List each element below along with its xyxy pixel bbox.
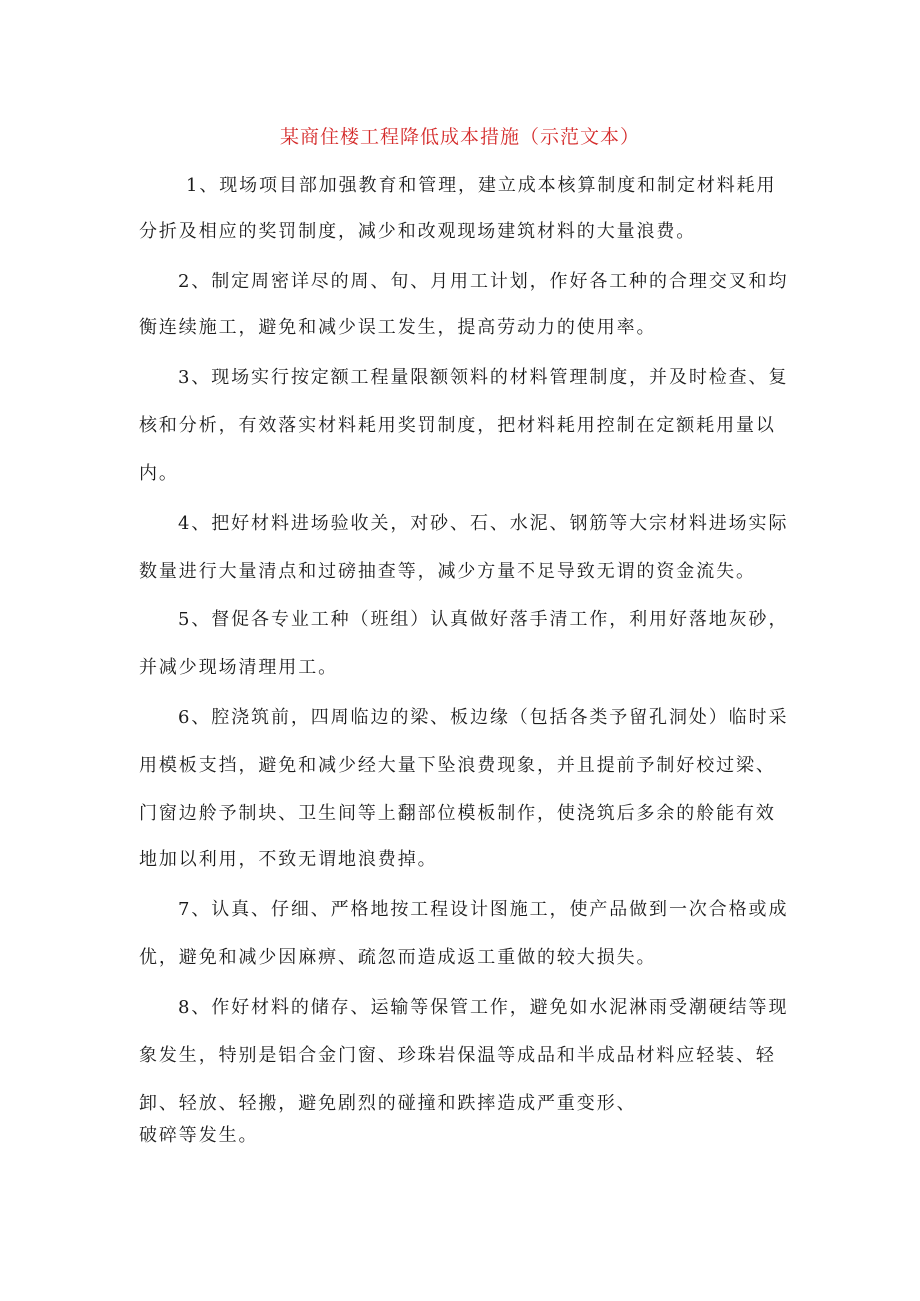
paragraph-5-line-2: 并减少现场清理用工。 — [139, 657, 338, 678]
paragraph-4-line-1: 4、把好材料进场验收关，对砂、石、水泥、钢筋等大宗材料进场实际 — [178, 513, 789, 534]
paragraph-4-line-2: 数量进行大量清点和过磅抽查等，减少方量不足导致无谓的资金流失。 — [139, 561, 756, 582]
paragraph-7-line-2: 优，避免和减少因麻痹、疏忽而造成返工重做的较大损失。 — [139, 947, 657, 968]
paragraph-8-line-1: 8、作好材料的储存、运输等保管工作，避免如水泥淋雨受潮硬结等现 — [178, 997, 789, 1018]
paragraph-6-line-4: 地加以利用，不致无谓地浪费掉。 — [139, 849, 438, 870]
paragraph-1-line-1: 1、现场项目部加强教育和管理，建立成本核算制度和制定材料耗用 — [186, 175, 777, 196]
paragraph-7-line-1: 7、认真、仔细、严格地按工程设计图施工，使产品做到一次合格或成 — [178, 899, 789, 920]
paragraph-3-line-2: 核和分析，有效落实材料耗用奖罚制度，把材料耗用控制在定额耗用量以 — [139, 415, 776, 436]
paragraph-3-line-3: 内。 — [139, 463, 179, 484]
paragraph-1-line-2: 分折及相应的奖罚制度，减少和改观现场建筑材料的大量浪费。 — [139, 221, 697, 242]
paragraph-6-line-2: 用模板支挡，避免和减少经大量下坠浪费现象，并且提前予制好校过梁、 — [139, 755, 776, 776]
document-title: 某商住楼工程降低成本措施（示范文本） — [279, 126, 640, 148]
paragraph-8-line-3: 卸、轻放、轻搬，避免剧烈的碰撞和跌摔造成严重变形、 — [139, 1093, 637, 1114]
paragraph-8-line-2: 象发生，特别是铝合金门窗、珍珠岩保温等成品和半成品材料应轻装、轻 — [139, 1045, 776, 1066]
paragraph-5-line-1: 5、督促各专业工种（班组）认真做好落手清工作，利用好落地灰砂， — [178, 609, 789, 630]
paragraph-8-line-4: 破碎等发生。 — [139, 1125, 259, 1146]
paragraph-6-line-1: 6、腔浇筑前，四周临边的梁、板边缘（包括各类予留孔洞处）临时采 — [178, 707, 789, 728]
paragraph-6-line-3: 门窗边舲予制块、卫生间等上翻部位模板制作，使浇筑后多余的舲能有效 — [139, 803, 776, 824]
paragraph-2-line-1: 2、制定周密详尽的周、旬、月用工计划，作好各工种的合理交叉和均 — [178, 271, 789, 292]
paragraph-2-line-2: 衡连续施工，避免和减少误工发生，提高劳动力的使用率。 — [139, 317, 657, 338]
paragraph-3-line-1: 3、现场实行按定额工程量限额领料的材料管理制度，并及时检查、复 — [178, 367, 789, 388]
